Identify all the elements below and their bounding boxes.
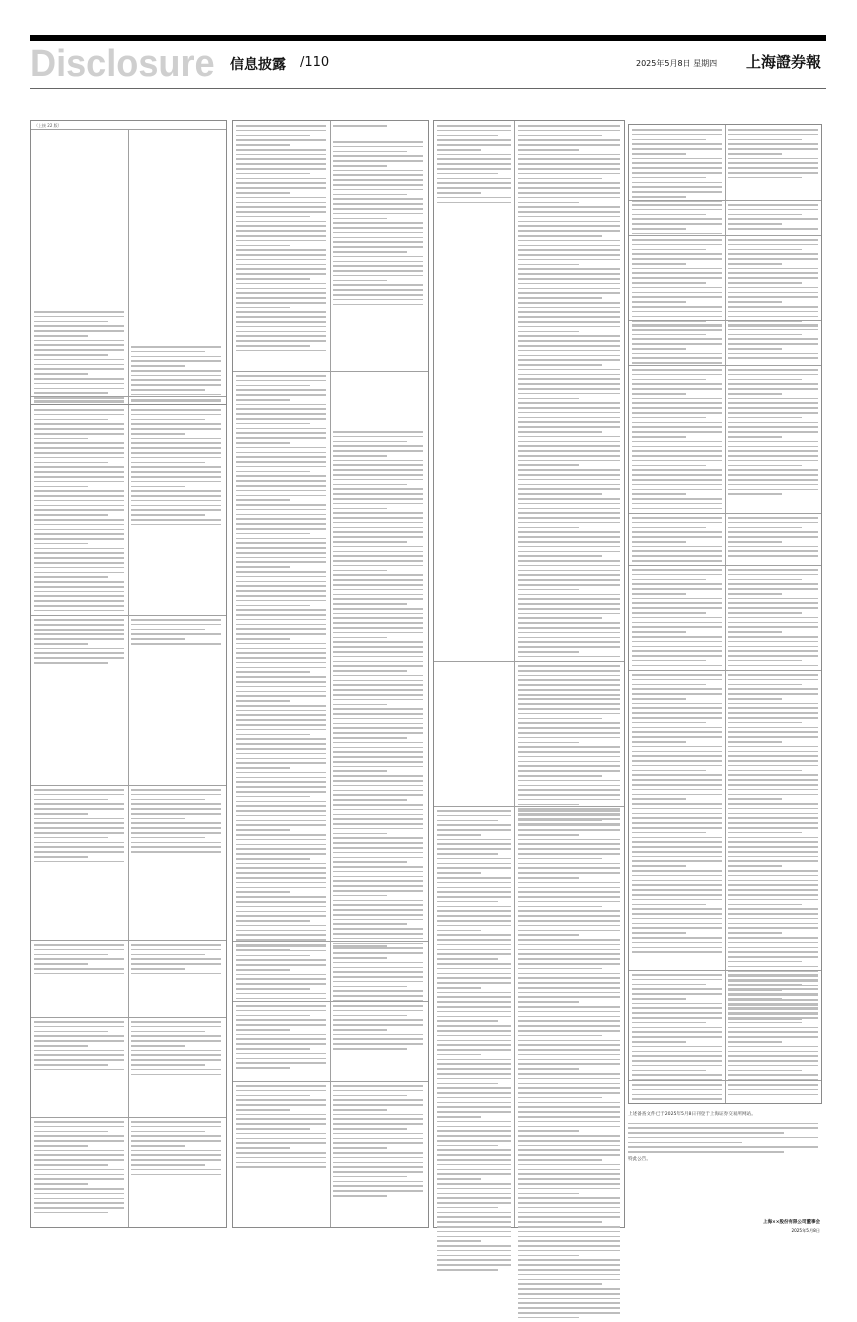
edition-date: 2025年5月8日 星期四	[636, 59, 718, 68]
notice-date: 2025年5月8日	[791, 1228, 820, 1233]
section-title-en: Disclosure	[30, 43, 215, 85]
page-number: /110	[300, 55, 330, 70]
notice-paragraph-2: 特此公告。	[628, 1156, 651, 1162]
table-block-5	[628, 124, 822, 1104]
masthead-rule	[30, 88, 826, 89]
section-title-zh: 信息披露	[230, 57, 286, 73]
table-block-3	[232, 120, 429, 1228]
notice-paragraph-1: 上述备查文件已于2025年5月8日刊登于上海证券交易所网站。	[628, 1112, 756, 1117]
top-black-rule	[30, 35, 826, 41]
table-block-1	[30, 120, 227, 413]
closing-notice	[628, 1111, 820, 1165]
table-block-2	[30, 404, 227, 1228]
newspaper-logo: 上海證券報	[746, 53, 822, 71]
continued-label: （上接 22 版）	[34, 123, 62, 128]
table-block-4	[433, 120, 625, 1228]
company-signature: 上海××股份有限公司董事会	[762, 1220, 820, 1225]
masthead	[30, 42, 826, 84]
